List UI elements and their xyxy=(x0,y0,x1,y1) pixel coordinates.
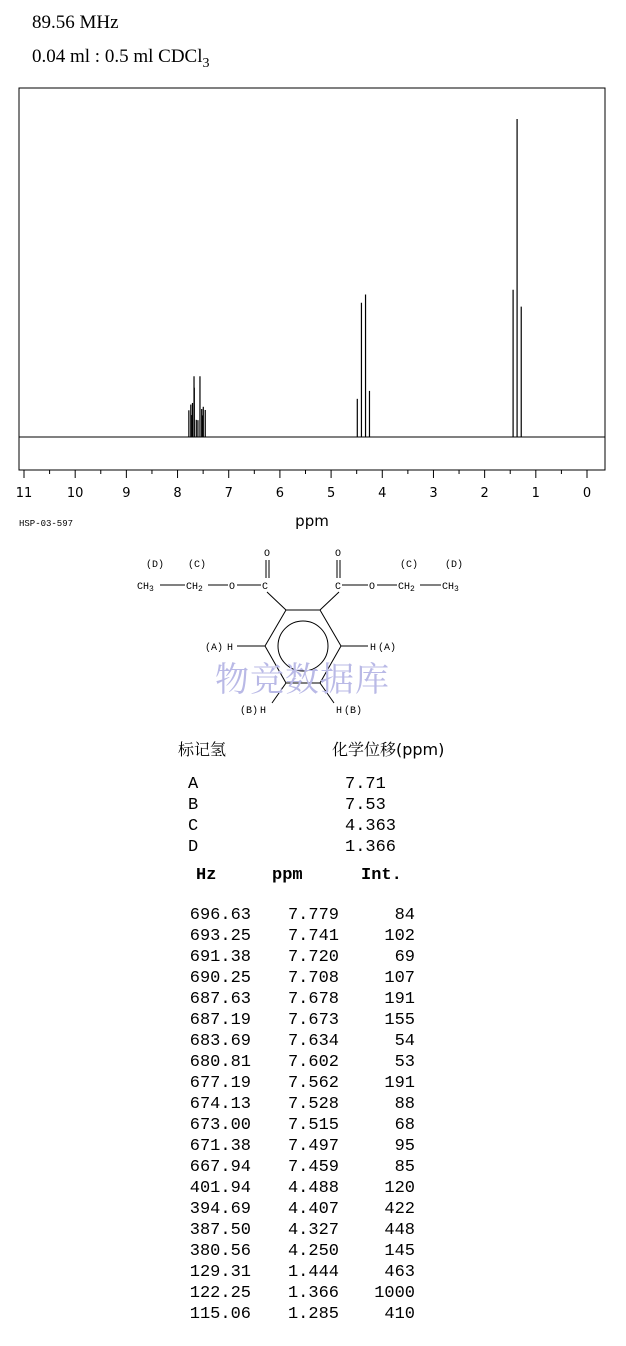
peak-ppm: 7.741 xyxy=(287,927,339,946)
peak-int: 422 xyxy=(384,1200,415,1219)
peak-int: 84 xyxy=(394,906,415,925)
x-tick-label: 0 xyxy=(582,486,592,501)
peak-hz: 696.63 xyxy=(189,906,251,925)
peak-ppm: 7.720 xyxy=(287,948,339,967)
x-tick-label: 3 xyxy=(429,486,438,501)
x-tick-label: 5 xyxy=(326,486,336,501)
assignment-shift: 7.53 xyxy=(345,796,386,815)
assignment-label: A xyxy=(188,775,199,794)
assignment-header-shift: 化学位移(ppm) xyxy=(332,740,445,759)
assignment-shift: 1.366 xyxy=(345,838,397,857)
h-a-right: H (A) xyxy=(370,643,397,654)
peak-int: 85 xyxy=(394,1158,415,1177)
peak-int: 107 xyxy=(384,969,415,988)
carbonyl-o-left: O xyxy=(264,549,271,560)
assignment-label: B xyxy=(188,796,199,815)
assignment-shift: 7.71 xyxy=(345,775,386,794)
x-tick-label: 8 xyxy=(173,486,182,501)
peak-hz: 115.06 xyxy=(189,1305,251,1324)
label-c-left: (C) xyxy=(188,560,207,571)
peak-hz: 687.19 xyxy=(189,1011,251,1030)
x-axis-label: ppm xyxy=(295,512,329,530)
spectrum-code: HSP-03-597 xyxy=(19,519,74,529)
peak-int: 88 xyxy=(394,1095,415,1114)
peak-int: 191 xyxy=(384,1074,415,1093)
solvent-text: 0.04 ml : 0.5 ml CDCl xyxy=(32,46,203,67)
peak-hz: 122.25 xyxy=(189,1284,251,1303)
peak-ppm: 4.407 xyxy=(287,1200,339,1219)
peak-int: 191 xyxy=(384,990,415,1009)
label-d-left: (D) xyxy=(146,560,165,571)
peak-int: 120 xyxy=(384,1179,415,1198)
peak-int: 145 xyxy=(384,1242,415,1261)
peak-hz: 674.13 xyxy=(189,1095,251,1114)
carbonyl-o-right: O xyxy=(335,549,342,560)
peak-ppm: 7.678 xyxy=(287,990,339,1009)
peak-ppm: 1.285 xyxy=(287,1305,339,1324)
peak-hz: 671.38 xyxy=(189,1137,251,1156)
ch2-left: $CH_2$ xyxy=(186,582,203,594)
oxygen-right: O xyxy=(369,582,376,593)
ch3-right: $CH_3$ xyxy=(442,582,459,594)
peak-ppm: 7.708 xyxy=(287,969,339,988)
peak-ppm: 7.673 xyxy=(287,1011,339,1030)
peak-header-hz: Hz xyxy=(196,866,217,885)
h-a-left: (A) H xyxy=(205,643,234,654)
peak-int: 53 xyxy=(394,1053,415,1072)
x-tick-label: 6 xyxy=(275,486,285,501)
peak-ppm: 4.488 xyxy=(287,1179,339,1198)
peak-header-ppm: ppm xyxy=(272,866,303,885)
peak-hz: 693.25 xyxy=(189,927,251,946)
peak-int: 102 xyxy=(384,927,415,946)
watermark: 物竞数据库 xyxy=(215,660,390,700)
label-c-right: (C) xyxy=(400,560,419,571)
peak-hz: 687.63 xyxy=(189,990,251,1009)
peak-header-int: Int. xyxy=(361,866,402,885)
peak-int: 95 xyxy=(394,1137,415,1156)
h-b-right: H (B) xyxy=(336,706,363,717)
peak-hz: 691.38 xyxy=(189,948,251,967)
x-tick-label: 1 xyxy=(531,486,540,501)
oxygen-left: O xyxy=(229,582,236,593)
peak-ppm: 7.602 xyxy=(287,1053,339,1072)
x-tick-label: 7 xyxy=(224,486,233,501)
solvent-subscript: 3 xyxy=(202,55,210,71)
peak-int: 69 xyxy=(394,948,415,967)
peak-int: 68 xyxy=(394,1116,415,1135)
h-b-left: (B) H xyxy=(240,706,267,717)
peak-ppm: 7.459 xyxy=(287,1158,339,1177)
x-tick-label: 2 xyxy=(480,486,489,501)
peak-ppm: 4.250 xyxy=(287,1242,339,1261)
ch2-right: $CH_2$ xyxy=(398,582,415,594)
assignment-shift: 4.363 xyxy=(345,817,397,836)
x-tick-label: 9 xyxy=(122,486,131,501)
x-tick-label: 4 xyxy=(378,486,387,501)
peak-hz: 680.81 xyxy=(189,1053,251,1072)
peak-ppm: 7.528 xyxy=(287,1095,339,1114)
peak-hz: 380.56 xyxy=(189,1242,251,1261)
peak-ppm: 7.562 xyxy=(287,1074,339,1093)
peak-hz: 683.69 xyxy=(189,1032,251,1051)
assignment-header-label: 标记氢 xyxy=(178,740,227,759)
peak-ppm: 7.515 xyxy=(287,1116,339,1135)
ch3-left: $CH_3$ xyxy=(137,582,154,594)
carbon-left: C xyxy=(262,582,269,593)
peak-int: 410 xyxy=(384,1305,415,1324)
peak-ppm: 1.366 xyxy=(287,1284,339,1303)
peak-ppm: 1.444 xyxy=(287,1263,339,1282)
peak-ppm: 7.497 xyxy=(287,1137,339,1156)
peak-hz: 394.69 xyxy=(189,1200,251,1219)
peak-ppm: 7.779 xyxy=(287,906,339,925)
peak-hz: 667.94 xyxy=(189,1158,251,1177)
peak-hz: 129.31 xyxy=(189,1263,251,1282)
peak-int: 1000 xyxy=(374,1284,415,1303)
label-d-right: (D) xyxy=(445,560,464,571)
x-tick-label: 10 xyxy=(66,486,84,501)
peak-int: 448 xyxy=(384,1221,415,1240)
peak-hz: 401.94 xyxy=(189,1179,251,1198)
peak-ppm: 7.634 xyxy=(287,1032,339,1051)
carbon-right: C xyxy=(335,582,342,593)
spectrometer-frequency: 89.56 MHz xyxy=(32,12,119,33)
x-tick-label: 11 xyxy=(15,486,33,501)
peak-int: 54 xyxy=(394,1032,415,1051)
peak-hz: 677.19 xyxy=(189,1074,251,1093)
peak-int: 463 xyxy=(384,1263,415,1282)
peak-ppm: 4.327 xyxy=(287,1221,339,1240)
peak-hz: 690.25 xyxy=(189,969,251,988)
peak-hz: 387.50 xyxy=(189,1221,251,1240)
peak-hz: 673.00 xyxy=(189,1116,251,1135)
assignment-label: C xyxy=(188,817,199,836)
assignment-label: D xyxy=(188,838,199,857)
peak-int: 155 xyxy=(384,1011,415,1030)
